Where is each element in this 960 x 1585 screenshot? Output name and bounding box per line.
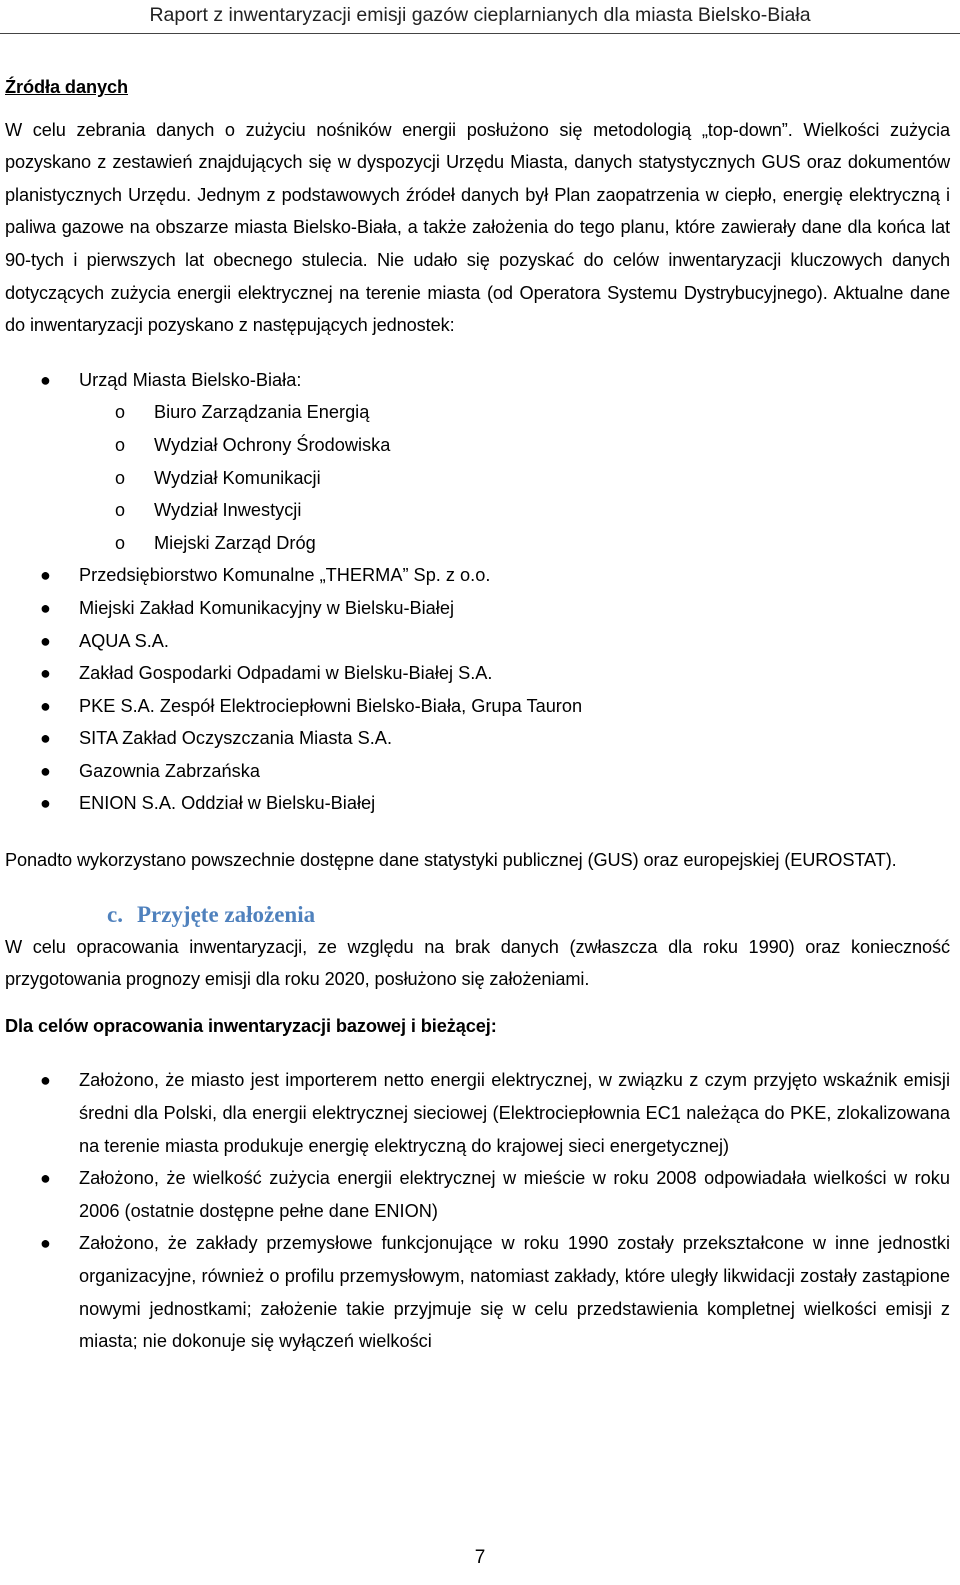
list-item [5,1227,950,1357]
list-item [5,787,950,820]
section-title: Przyjęte założenia [136,901,316,927]
list-item-label: Założono, że wielkość zużycia energii elektrycznej w mieście w roku 2008 odpowiadała wielkości w roku 2006 (ostatnie dostępne pełne dane ENION) [79,1168,950,1221]
city-office-department-list [79,396,950,559]
list-item-label: Gazownia Zabrzańska [79,760,260,781]
bullet-icon: ● [40,1233,51,1254]
list-item-label: Zakład Gospodarki Odpadami w Bielsku-Białej S.A. [79,663,493,684]
list-item-label: Wydział Komunikacji [154,467,321,488]
list-item [5,722,950,755]
bullet-icon: ● [40,1168,51,1189]
bullet-icon: ● [40,728,51,749]
assumptions-subheading: Dla celów opracowania inwentaryzacji bazowej i bieżącej: [5,1015,497,1036]
bullet-icon: ● [40,565,51,586]
circle-bullet-icon: o [115,532,126,553]
list-item [5,755,950,788]
list-item-label: PKE S.A. Zespół Elektrociepłowni Bielsko-Biała, Grupa Tauron [79,695,583,716]
list-item [5,364,950,560]
assumptions-intro-paragraph: W celu opracowania inwentaryzacji, ze względu na brak danych (zwłaszcza dla roku 1990) oraz konieczność przygotowania prognozy emisji dla roku 2020, posłużono się założeniami. [5,936,950,990]
list-item-label: Biuro Zarządzania Energią [154,402,370,423]
sources-unit-list [5,364,950,820]
list-item [5,559,950,592]
list-item-label: Miejski Zakład Komunikacyjny w Bielsku-Białej [79,597,454,618]
circle-bullet-icon: o [115,500,126,521]
bullet-icon: ● [40,793,51,814]
circle-bullet-icon: o [115,402,126,423]
sources-intro-paragraph: W celu zebrania danych o zużyciu nośników energii posłużono się metodologią „top-down”. Wielkości zużycia pozyskano z zestawień znajdujących się w dyspozycji Urzędu Miasta, danych statystycznych GUS oraz dokumentów planistycznych Urzędu. Jednym z podstawowych źródeł danych był Plan zaopatrzenia w ciepło, energię elektryczną i paliwa gazowe na obszarze miasta Bielsko-Biała, a także założenia do tego planu, które zawierały dane dla końca lat 90-tych i pierwszych lat obecnego stulecia. Nie udało się pozyskać do celów inwentaryzacji kluczowych danych dotyczących zużycia energii elektrycznej na terenie miasta (od Operatora Systemu Dystrybucyjnego). Aktualne dane do inwentaryzacji pozyskano z następujących jednostek: [5,119,950,336]
list-item-label: ENION S.A. Oddział w Bielsku-Białej [79,793,376,814]
list-item-label: Miejski Zarząd Dróg [154,532,316,553]
circle-bullet-icon: o [115,434,126,455]
bullet-icon: ● [40,663,51,684]
list-item [5,657,950,690]
list-item [5,1064,950,1162]
assumptions-list [5,1064,950,1357]
list-item-label: Wydział Inwestycji [154,500,302,521]
page-number: 7 [474,1547,486,1568]
header-rule [0,33,960,34]
circle-bullet-icon: o [115,467,126,488]
sources-heading: Źródła danych [5,77,129,97]
page-content [5,71,950,1358]
bullet-icon: ● [40,1070,51,1091]
running-header: Raport z inwentaryzacji emisji gazów cieplarnianych dla miasta Bielsko-Biała [149,4,811,26]
list-item-label: Przedsiębiorstwo Komunalne „THERMA” Sp. z o.o. [79,565,491,586]
sources-closing-paragraph: Ponadto wykorzystano powszechnie dostępne dane statystyki publicznej (GUS) oraz europejskiej (EUROSTAT). [5,850,897,871]
list-item [79,494,950,527]
list-item [79,429,950,462]
bullet-icon: ● [40,695,51,716]
section-heading [5,899,950,931]
list-item-label: Założono, że zakłady przemysłowe funkcjonujące w roku 1990 zostały przekształcone w inne jednostki organizacyjne, również o profilu przemysłowym, natomiast zakłady, które uległy likwidacji zostały zastąpione nowymi jednostkami; założenie takie przyjmuje się w celu przedstawienia kompletnej wielkości emisji z miasta; nie dokonuje się wyłączeń wielkości [79,1233,950,1352]
list-item [79,396,950,429]
list-item-label: AQUA S.A. [79,630,169,651]
list-item [5,592,950,625]
list-item [5,1162,950,1227]
list-item [5,690,950,723]
bullet-icon: ● [40,369,51,390]
list-item [79,462,950,495]
bullet-icon: ● [40,760,51,781]
list-item-label: Wydział Ochrony Środowiska [154,434,391,455]
list-item-label: SITA Zakład Oczyszczania Miasta S.A. [79,728,392,749]
list-item-label: Założono, że miasto jest importerem netto energii elektrycznej, w związku z czym przyjęto wskaźnik emisji średni dla Polski, dla energii elektrycznej sieciowej (Elektrociepłownia EC1 należąca do PKE, zlokalizowana na terenie miasta produkuje energię elektryczną do krajowej sieci energetycznej) [79,1070,950,1156]
list-item [79,527,950,560]
section-number: c. [107,901,123,927]
list-item [5,625,950,658]
bullet-icon: ● [40,630,51,651]
list-item-label: Urząd Miasta Bielsko-Biała: [79,369,302,390]
bullet-icon: ● [40,597,51,618]
